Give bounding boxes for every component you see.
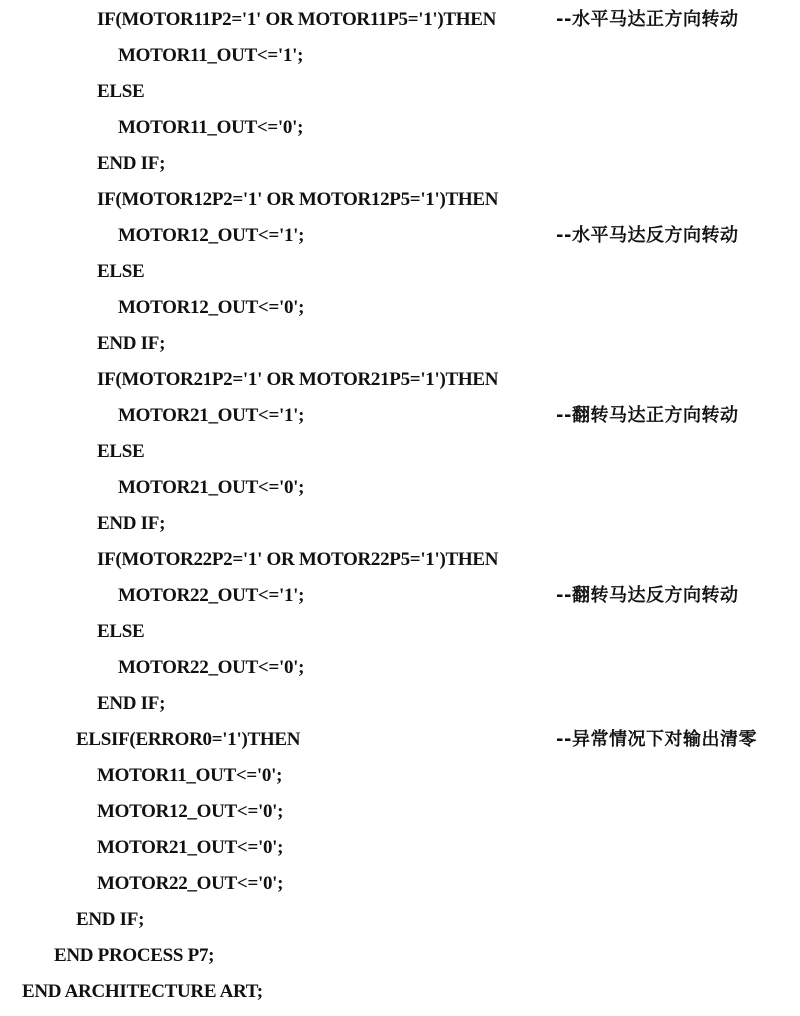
code-text: END IF; <box>97 333 166 354</box>
code-text: MOTOR21_OUT<='1'; <box>118 405 305 426</box>
code-text: IF(MOTOR12P2='1' OR MOTOR12P5='1')THEN <box>97 189 499 210</box>
code-line <box>0 722 800 758</box>
code-text: ELSE <box>97 621 145 642</box>
code-line <box>0 434 800 470</box>
code-text: IF(MOTOR22P2='1' OR MOTOR22P5='1')THEN <box>97 549 499 570</box>
code-text: END IF; <box>97 153 166 174</box>
code-text: END IF; <box>97 513 166 534</box>
code-line <box>0 2 800 38</box>
code-text: MOTOR11_OUT<='1'; <box>118 45 304 66</box>
code-line <box>0 506 800 542</box>
code-text: MOTOR11_OUT<='0'; <box>118 117 304 138</box>
code-line <box>0 542 800 578</box>
code-line <box>0 74 800 110</box>
code-comment: --异常情况下对输出清零 <box>556 729 757 750</box>
code-text: MOTOR12_OUT<='1'; <box>118 225 305 246</box>
code-line <box>0 182 800 218</box>
code-line <box>0 794 800 830</box>
code-line <box>0 290 800 326</box>
code-line <box>0 614 800 650</box>
code-line <box>0 938 800 974</box>
code-line <box>0 362 800 398</box>
code-text: END PROCESS P7; <box>54 945 215 966</box>
code-text: MOTOR22_OUT<='0'; <box>97 873 284 894</box>
code-text: ELSE <box>97 261 145 282</box>
code-text: ELSIF(ERROR0='1')THEN <box>76 729 301 750</box>
code-line <box>0 686 800 722</box>
code-text: IF(MOTOR21P2='1' OR MOTOR21P5='1')THEN <box>97 369 499 390</box>
code-comment: --翻转马达正方向转动 <box>556 405 739 426</box>
code-text: END IF; <box>76 909 145 930</box>
code-text: MOTOR11_OUT<='0'; <box>97 765 283 786</box>
code-comment: --水平马达正方向转动 <box>556 9 739 30</box>
code-line <box>0 974 800 1010</box>
code-text: MOTOR22_OUT<='0'; <box>118 657 305 678</box>
code-line <box>0 902 800 938</box>
code-text: MOTOR12_OUT<='0'; <box>118 297 305 318</box>
code-line <box>0 110 800 146</box>
code-line <box>0 254 800 290</box>
code-text: IF(MOTOR11P2='1' OR MOTOR11P5='1')THEN <box>97 9 497 30</box>
code-line <box>0 146 800 182</box>
code-text: MOTOR12_OUT<='0'; <box>97 801 284 822</box>
code-text: END ARCHITECTURE ART; <box>22 981 263 1002</box>
code-line <box>0 470 800 506</box>
code-text: MOTOR22_OUT<='1'; <box>118 585 305 606</box>
code-text: ELSE <box>97 441 145 462</box>
code-line <box>0 218 800 254</box>
code-line <box>0 866 800 902</box>
code-line <box>0 650 800 686</box>
code-text: END IF; <box>97 693 166 714</box>
code-line <box>0 398 800 434</box>
code-line <box>0 758 800 794</box>
code-text: MOTOR21_OUT<='0'; <box>97 837 284 858</box>
code-line <box>0 830 800 866</box>
code-text: MOTOR21_OUT<='0'; <box>118 477 305 498</box>
code-text: ELSE <box>97 81 145 102</box>
code-comment: --水平马达反方向转动 <box>556 225 739 246</box>
code-line <box>0 326 800 362</box>
code-comment: --翻转马达反方向转动 <box>556 585 739 606</box>
code-line <box>0 38 800 74</box>
code-line <box>0 578 800 614</box>
